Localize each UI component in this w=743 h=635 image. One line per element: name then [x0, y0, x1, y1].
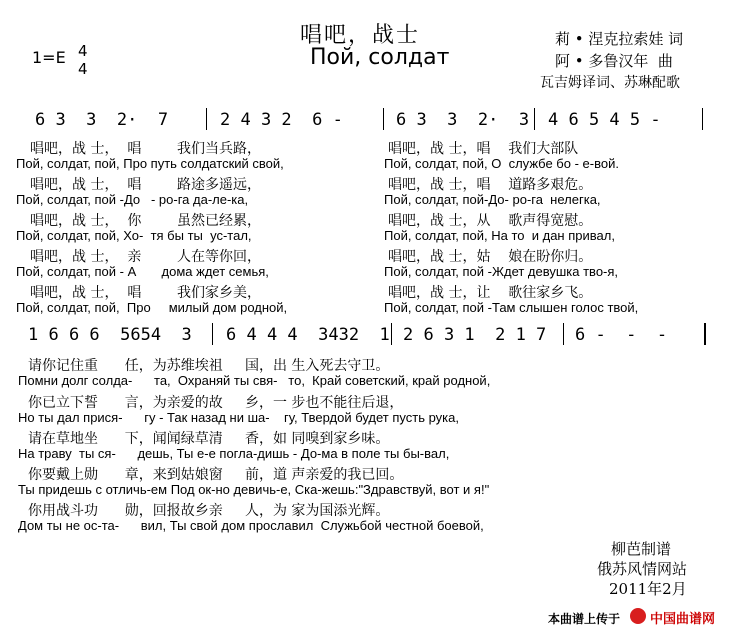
- lyricist-credit: 莉 • 涅克拉索娃 词: [555, 30, 684, 48]
- lyric-zh-verse-3b: 唱吧，战 士，从 歌声得宽慰。: [388, 213, 593, 229]
- key-signature: 1=E: [32, 48, 66, 67]
- barline: [212, 323, 213, 345]
- date-signature: 2011年2月: [609, 580, 687, 598]
- lyric-ru-verse-2b: Пой, солдат, пой-До- ро-га нелегка,: [384, 192, 601, 207]
- site-logo[interactable]: [630, 607, 738, 627]
- notes-measure-8: 6 - - -: [575, 325, 668, 345]
- barline: [383, 108, 384, 130]
- notes-measure-4: 4 6 5 4 5 -: [548, 110, 661, 130]
- lyric-ru-refrain-5: Дом ты не ос-та- вил, Ты свой дом прославил Служьбой честной боевой,: [18, 518, 484, 533]
- final-barline: [704, 323, 706, 345]
- time-signature-top: 4: [78, 42, 88, 60]
- barline: [702, 108, 703, 130]
- lyric-ru-verse-5b: Пой, солдат, пой -Там слышен голос твой,: [384, 300, 639, 315]
- lyric-zh-refrain-2: 你已立下誓 言，为亲爱的故 乡，一 步也不能往后退，: [28, 395, 404, 411]
- lyric-zh-verse-1: 唱吧，战 士， 唱 我们当兵路，: [30, 141, 261, 157]
- lyric-zh-refrain-4: 你要戴上勋 章，来到姑娘窗 前，道 声亲爱的我已回。: [28, 467, 404, 483]
- song-title-chinese: 唱吧，战士: [300, 23, 421, 48]
- translation-credit: 瓦吉姆译词、苏琳配歌: [540, 75, 680, 91]
- notes-measure-6: 6 4 4 4 3432 1: [226, 325, 390, 345]
- lyric-ru-verse-4: Пой, солдат, пой - А дома ждет семья,: [16, 264, 269, 279]
- barline: [206, 108, 207, 130]
- lyric-ru-refrain-2: Но ты дал прися- гу - Так назад ни ша- гу, Твердой будет пусть рука,: [18, 410, 459, 425]
- lyric-zh-verse-2b: 唱吧，战 士，唱 道路多艰危。: [388, 177, 593, 193]
- lyric-zh-verse-4: 唱吧，战 士， 亲 人在等你回，: [30, 249, 261, 265]
- barline: [563, 323, 564, 345]
- lyric-ru-refrain-4: Ты придешь с отличь-ем Под ок-но девичь-е, Ска-жешь:"Здравствуй, вот и я!": [18, 482, 490, 497]
- site-signature: 俄苏风情网站: [597, 560, 688, 578]
- lyric-zh-verse-4b: 唱吧，战 士，姑 娘在盼你归。: [388, 249, 593, 265]
- barline: [534, 108, 535, 130]
- lyric-ru-verse-2: Пой, солдат, пой -До - ро-га да-ле-ка,: [16, 192, 249, 207]
- lyric-zh-verse-1b: 唱吧，战 士，唱 我们大部队: [388, 141, 579, 157]
- barline: [391, 323, 392, 345]
- composer-credit: 阿 • 多鲁汉年 曲: [555, 52, 673, 70]
- lyric-zh-verse-5b: 唱吧，战 士，让 歌往家乡飞。: [388, 285, 593, 301]
- lyric-ru-verse-4b: Пой, солдат, пой -Ждет девушка тво-я,: [384, 264, 619, 279]
- lyric-ru-verse-3b: Пой, солдат, пой, На то и дан привал,: [384, 228, 615, 243]
- upload-notice: 本曲谱上传于: [548, 612, 621, 626]
- notes-measure-3: 6 3 3 2· 3: [396, 110, 530, 130]
- lyric-ru-verse-1b: Пой, солдат, пой, О службе бо - е-вой.: [384, 156, 619, 171]
- lyric-ru-refrain-1: Помни долг солда- та, Охраняй ты свя- то, Край советский, край родной,: [18, 373, 491, 388]
- lyric-ru-verse-3: Пой, солдат, пой, Хо- тя бы ты ус-тал,: [16, 228, 252, 243]
- notes-measure-5: 1 6 6 6 5654 3: [28, 325, 192, 345]
- notes-measure-1: 6 3 3 2· 7: [35, 110, 169, 130]
- time-signature-bottom: 4: [78, 60, 88, 78]
- notes-measure-7: 2 6 3 1 2 1 7: [403, 325, 547, 345]
- lyric-zh-refrain-5: 你用战斗功 勋，回报故乡亲 人，为 家为国添光辉。: [28, 503, 390, 519]
- transcriber-signature: 柳芭制谱: [611, 540, 672, 558]
- logo-icon: [630, 608, 646, 624]
- song-title-russian: Пой, солдат: [310, 45, 450, 70]
- lyric-zh-verse-3: 唱吧，战 士， 你 虽然已经累，: [30, 213, 261, 229]
- lyric-zh-refrain-1: 请你记住重 任，为苏维埃祖 国，出 生入死去守卫。: [28, 358, 390, 374]
- lyric-ru-refrain-3: На траву ты ся- дешь, Ты е-е погла-дишь - До-ма в поле ты бы-вал,: [18, 446, 450, 461]
- site-logo-text: 中国曲谱网: [650, 612, 716, 627]
- lyric-zh-refrain-3: 请在草地坐 下，闻闻绿草清 香，如 同嗅到家乡味。: [28, 431, 390, 447]
- lyric-zh-verse-2: 唱吧，战 士， 唱 路途多遥远，: [30, 177, 261, 193]
- lyric-ru-verse-1: Пой, солдат, пой, Про путь солдатский свой,: [16, 156, 284, 171]
- lyric-ru-verse-5: Пой, солдат, пой, Про милый дом родной,: [16, 300, 288, 315]
- notes-measure-2: 2 4 3 2 6 -: [220, 110, 343, 130]
- lyric-zh-verse-5: 唱吧，战 士， 唱 我们家乡美，: [30, 285, 261, 301]
